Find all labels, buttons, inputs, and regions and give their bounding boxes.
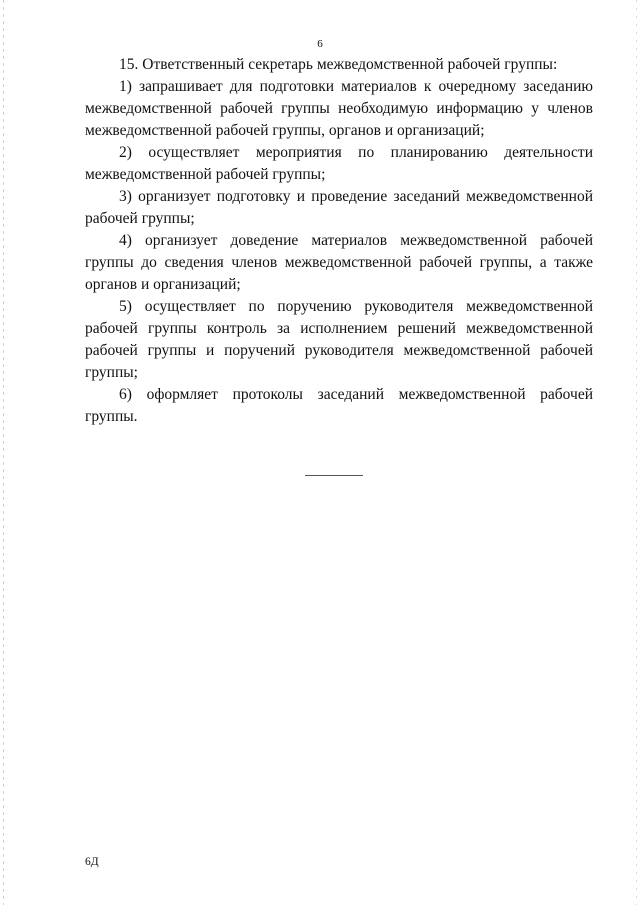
paragraph-item-6: 6) оформляет протоколы заседаний межведомственной рабочей группы.: [85, 386, 593, 425]
paragraph-item-2: 2) осуществляет мероприятия по планированию деятельности межведомственной рабочей группы;: [85, 144, 593, 183]
paragraph-section-heading: 15. Ответственный секретарь межведомственной рабочей группы:: [119, 56, 558, 73]
page-number: 6: [317, 38, 323, 50]
end-divider-line: [305, 475, 363, 476]
scan-edge-right: [636, 0, 637, 905]
document-body: [85, 54, 593, 428]
scan-edge-left: [3, 0, 4, 905]
paragraph-item-3: 3) организует подготовку и проведение заседаний межведомственной рабочей группы;: [85, 188, 593, 227]
paragraph-item-1: 1) запрашивает для подготовки материалов к очередному заседанию межведомственной рабочей группы необходимую информацию у членов межведомственной рабочей группы, органов и организаций;: [85, 78, 593, 139]
footer-code: 6Д: [85, 856, 99, 868]
paragraph-item-5: 5) осуществляет по поручению руководителя межведомственной рабочей группы контроль за исполнением решений межведомственной рабочей группы и поручений руководителя межведомственной рабочей группы;: [85, 298, 593, 381]
paragraph-item-4: 4) организует доведение материалов межведомственной рабочей группы до сведения членов межведомственной рабочей группы, а также органов и организаций;: [85, 232, 593, 293]
